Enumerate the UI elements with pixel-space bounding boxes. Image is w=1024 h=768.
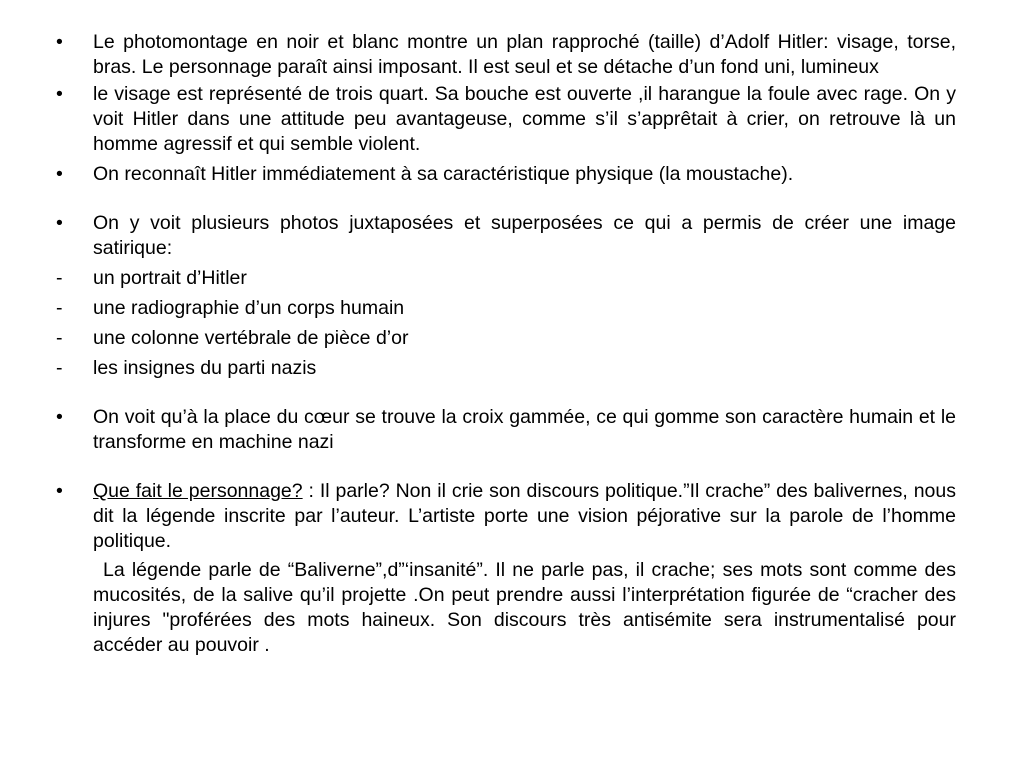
- dash-text: une radiographie d’un corps humain: [93, 297, 405, 319]
- dash-text: une colonne vertébrale de pièce d’or: [93, 327, 409, 349]
- dash-marker: -: [56, 267, 63, 289]
- bullet-marker: •: [56, 31, 63, 53]
- dash-text: un portrait d’Hitler: [93, 267, 247, 289]
- paragraph-text: La légende parle de “Baliverne”,d”‘insanité”. Il ne parle pas, il crache; ses mots sont comme des mucosités, de la salive qu’il projette .On peut prendre aussi l’interprétation figurée de “cracher des injures "proférées des mots haineux. Son discours très antisémite sera instrumentalisé pour accéder au pouvoir .: [93, 559, 956, 656]
- dash-item: [48, 356, 956, 381]
- dash-text: les insignes du parti nazis: [93, 357, 317, 379]
- bullet-item: [48, 82, 956, 157]
- bullet-item: [48, 479, 956, 554]
- bullet-text: : Il parle? Non il crie son discours politique.”Il crache” des balivernes, nous dit la légende inscrite par l’auteur. L’artiste porte une vision péjorative sur la parole de l’homme politique.: [93, 480, 956, 552]
- slide-body: [48, 30, 956, 658]
- bullet-marker: •: [56, 163, 63, 185]
- bullet-text: le visage est représenté de trois quart. Sa bouche est ouverte ,il harangue la foule avec rage. On y voit Hitler dans une attitude peu avantageuse, comme s’il s’apprêtait à crier, on retrouve là un homme agressif et qui semble violent.: [93, 83, 956, 155]
- bullet-marker: •: [56, 406, 63, 428]
- bullet-text: Le photomontage en noir et blanc montre un plan rapproché (taille) d’Adolf Hitler: visage, torse, bras. Le personnage paraît ainsi imposant. Il est seul et se détache d’un fond uni, lumineux: [93, 31, 956, 78]
- bullet-item: [48, 405, 956, 455]
- bullet-marker: •: [56, 212, 63, 234]
- bullet-text: On y voit plusieurs photos juxtaposées et superposées ce qui a permis de créer une image satirique:: [93, 212, 956, 259]
- dash-item: [48, 296, 956, 321]
- bullet-text: On voit qu’à la place du cœur se trouve la croix gammée, ce qui gomme son caractère humain et le transforme en machine nazi: [93, 406, 956, 453]
- question-text: Que fait le personnage?: [93, 480, 303, 502]
- dash-marker: -: [56, 357, 63, 379]
- bullet-item: [48, 30, 956, 80]
- bullet-marker: •: [56, 83, 63, 105]
- bullet-marker: •: [56, 480, 63, 502]
- dash-marker: -: [56, 297, 63, 319]
- bullet-item: [48, 211, 956, 261]
- dash-marker: -: [56, 327, 63, 349]
- dash-item: [48, 326, 956, 351]
- dash-item: [48, 266, 956, 291]
- bullet-item: [48, 162, 956, 187]
- bullet-text: On reconnaît Hitler immédiatement à sa caractéristique physique (la moustache).: [93, 163, 794, 185]
- continuation-paragraph: [48, 558, 956, 658]
